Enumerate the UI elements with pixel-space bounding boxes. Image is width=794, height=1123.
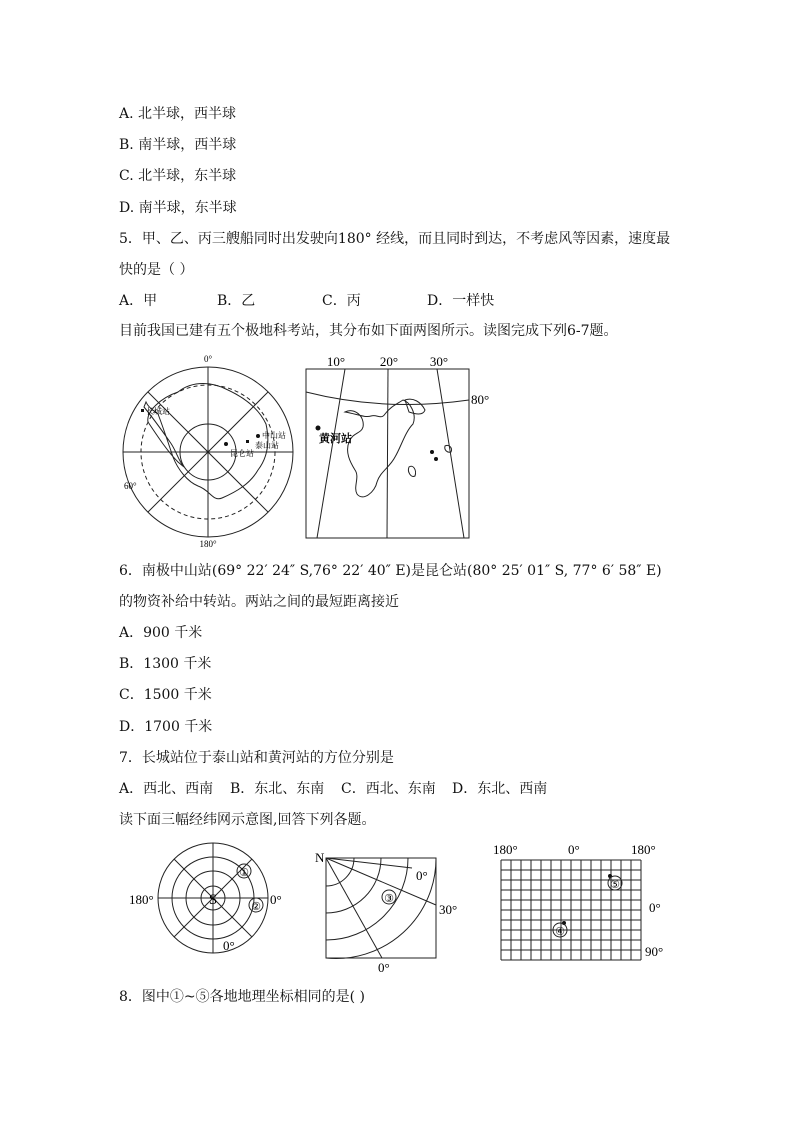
antarctic-left-label: 60° xyxy=(124,481,137,491)
q6-option-a: A．900 千米 xyxy=(119,625,203,641)
q5-stem-line1: 5．甲、乙、丙三艘船同时出发驶向180° 经线，而且同时到达，不考虑风等因素，速度最 xyxy=(119,231,671,247)
island-dot-1 xyxy=(430,450,434,454)
point-2: ② xyxy=(251,901,261,913)
grid2-corner-label: N xyxy=(315,850,325,865)
q8-stem: 8．图中①~⑤各地地理坐标相同的是( ) xyxy=(119,989,366,1005)
grid2-bottom-label: 0° xyxy=(378,960,390,973)
antarctic-top-label: 0° xyxy=(203,354,213,364)
q5-option-a: A．甲 xyxy=(119,293,158,309)
changcheng-station-label: 长城站 xyxy=(146,407,170,416)
q6-option-c: C．1500 千米 xyxy=(119,687,212,703)
q7-option-c: C．西北、东南 xyxy=(341,781,436,797)
huanghe-station-marker xyxy=(316,426,321,431)
arctic-lon-label-20: 20° xyxy=(379,354,399,369)
antarctic-bottom-label: 180° xyxy=(199,539,217,549)
antarctic-map xyxy=(118,352,298,550)
q6-stem-line1: 6．南极中山站(69° 22′ 24″ S,76° 22′ 40″ E)是昆仑站(80° 25′ 01″ S, 77° 6′ 58″ E) xyxy=(119,563,662,579)
grid1-center-label: S xyxy=(208,892,218,908)
quarter-grid-figure xyxy=(312,848,472,973)
q7-stem: 7．长城站位于泰山站和黄河站的方位分别是 xyxy=(119,750,394,766)
rect-grid-lines xyxy=(501,860,641,960)
grid3-top-right-label: 180° xyxy=(631,842,656,857)
q6-option-d: D．1700 千米 xyxy=(119,719,213,735)
point-4: ④ xyxy=(555,926,565,938)
intro-polar-stations: 目前我国已建有五个极地科考站，其分布如下面两图所示。读图完成下列6-7题。 xyxy=(119,323,618,339)
zhongshan-station-marker xyxy=(256,434,260,438)
point-3: ③ xyxy=(384,893,394,905)
grid1-left-label: 180° xyxy=(129,892,154,907)
q5-stem-line2: 快的是（ ） xyxy=(119,262,194,278)
zhongshan-station-label: 中山站 xyxy=(262,431,286,440)
grid3-top-mid-label: 0° xyxy=(568,842,580,857)
arctic-map xyxy=(305,352,500,542)
polar-grid-figure xyxy=(125,838,300,958)
grid2-right-label: 30° xyxy=(439,902,458,917)
point-5: ⑤ xyxy=(610,879,620,891)
intro-grid-maps: 读下面三幅经纬网示意图,回答下列各题。 xyxy=(119,812,376,828)
kunlun-station-marker xyxy=(224,442,228,446)
grid3-bottom-right-label: 90° xyxy=(645,944,664,959)
arctic-lon-label-10: 10° xyxy=(326,354,346,369)
q6-option-b: B．1300 千米 xyxy=(119,656,212,672)
grid2-top-right-label: 0° xyxy=(416,868,428,883)
q5-option-b: B．乙 xyxy=(217,293,256,309)
arctic-lat-label: 80° xyxy=(471,392,490,407)
changcheng-station-marker xyxy=(141,409,144,412)
q4-option-c: C. 北半球，东半球 xyxy=(119,168,237,184)
huanghe-station-label: 黄河站 xyxy=(319,433,352,445)
q7-option-b: B．东北、东南 xyxy=(230,781,325,797)
taishan-station-marker xyxy=(246,440,249,443)
q6-stem-line2: 的物资补给中转站。两站之间的最短距离接近 xyxy=(119,594,399,610)
svalbard-outline xyxy=(345,400,414,497)
arctic-lon-label-30: 30° xyxy=(429,354,449,369)
point-1: ① xyxy=(239,867,249,879)
q4-option-b: B. 南半球，西半球 xyxy=(119,137,237,153)
grid1-bottom-label: 0° xyxy=(223,938,235,953)
q7-option-d: D．东北、西南 xyxy=(452,781,548,797)
island-dot-2 xyxy=(434,457,438,461)
q7-option-a: A．西北、西南 xyxy=(119,781,214,797)
q5-option-d: D．一样快 xyxy=(427,293,495,309)
q4-option-a: A. 北半球，西半球 xyxy=(119,106,237,122)
q4-option-d: D. 南半球，东半球 xyxy=(119,200,237,216)
q5-option-c: C．丙 xyxy=(322,293,361,309)
grid1-right-label: 0° xyxy=(270,892,282,907)
grid3-top-left-label: 180° xyxy=(493,842,518,857)
grid3-right-mid-label: 0° xyxy=(649,900,661,915)
taishan-station-label: 泰山站 xyxy=(255,441,279,450)
rect-grid-figure xyxy=(493,840,668,962)
kunlun-station-label: 昆仑站 xyxy=(230,449,254,458)
antarctica-outline xyxy=(144,384,268,499)
